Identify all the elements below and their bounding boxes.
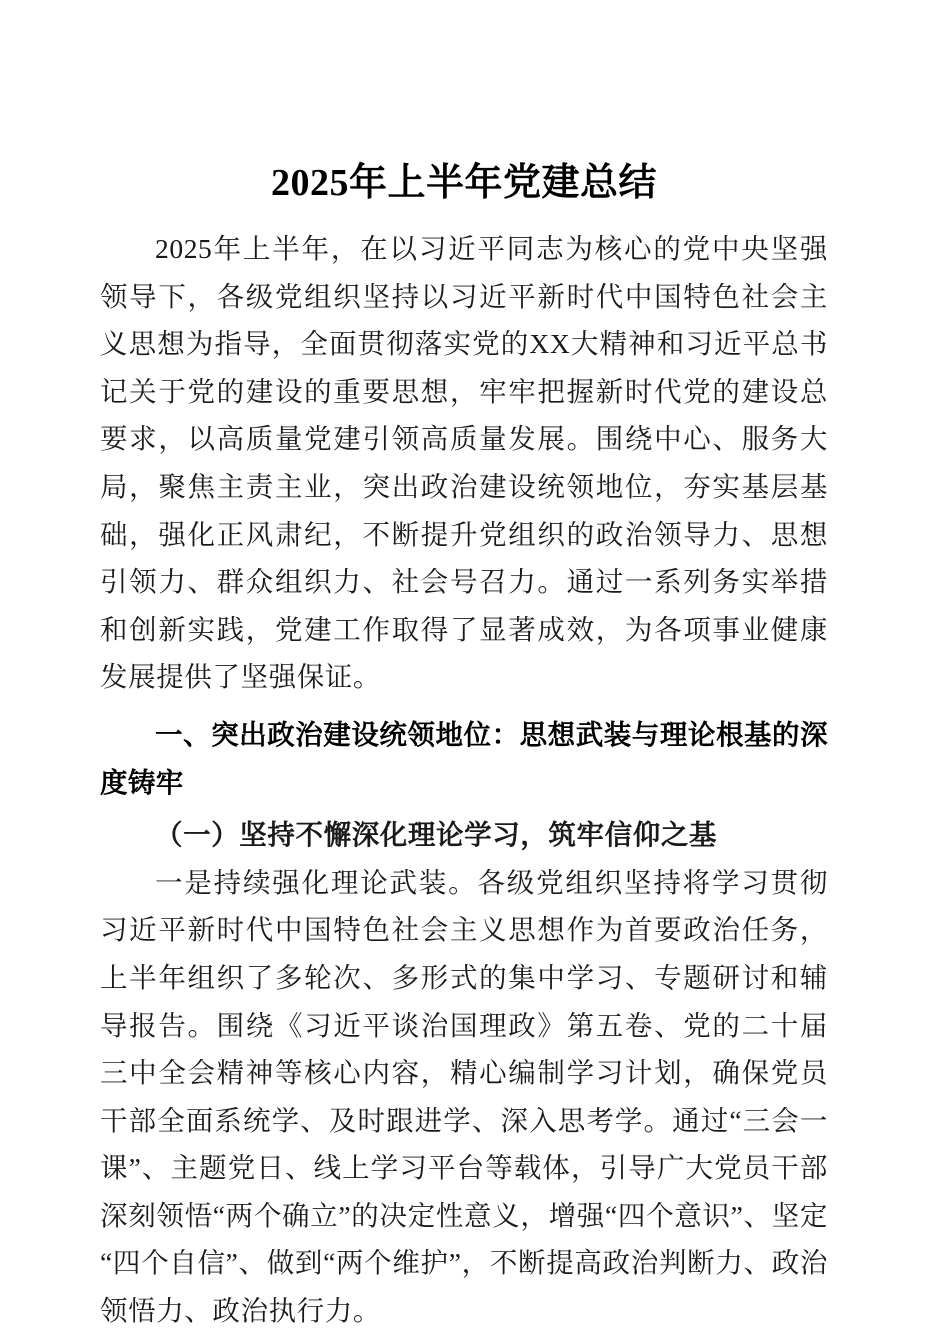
section-spacer — [100, 701, 828, 705]
section-heading-level1: 一、突出政治建设统领地位：思想武装与理论根基的深度铸牢 — [100, 718, 828, 798]
paragraph-overview: 2025年上半年，在以习近平同志为核心的党中央坚强领导下，各级党组织坚持以习近平新时代中国特色社会主义思想为指导，全面贯彻落实党的XX大精神和习近平总书记关于党的建设的重要思想，牢牢把握新时代党的建设总要求，以高质量党建引领高质量发展。围绕中心、服务大局，聚焦主责主业，突出政治建设统领地位，夯实基层基础，强化正风肃纪，不断提升党组织的政治领导力、思想引领力、群众组织力、社会号召力。通过一系列务实举措和创新实践，党建工作取得了显著成效，为各项事业健康发展提供了坚强保证。 — [100, 233, 828, 693]
document-content — [100, 0, 828, 1335]
section-heading-level2: （一）坚持不懈深化理论学习，筑牢信仰之基 — [155, 819, 717, 851]
page-title: 2025年上半年党建总结 — [270, 162, 657, 204]
paragraph-theory-study: 一是持续强化理论武装。各级党组织坚持将学习贯彻习近平新时代中国特色社会主义思想作为首要政治任务，上半年组织了多轮次、多形式的集中学习、专题研讨和辅导报告。围绕《习近平谈治国理政》第五卷、党的二十届三中全会精神等核心内容，精心编制学习计划，确保党员干部全面系统学、及时跟进学、深入思考学。通过“三会一课”、主题党日、线上学习平台等载体，引导广大党员干部深刻领悟“两个确立”的决定性意义，增强“四个意识”、坚定“四个自信”、做到“两个维护”，不断提高政治判断力、政治领悟力、政治执行力。 — [100, 866, 828, 1327]
